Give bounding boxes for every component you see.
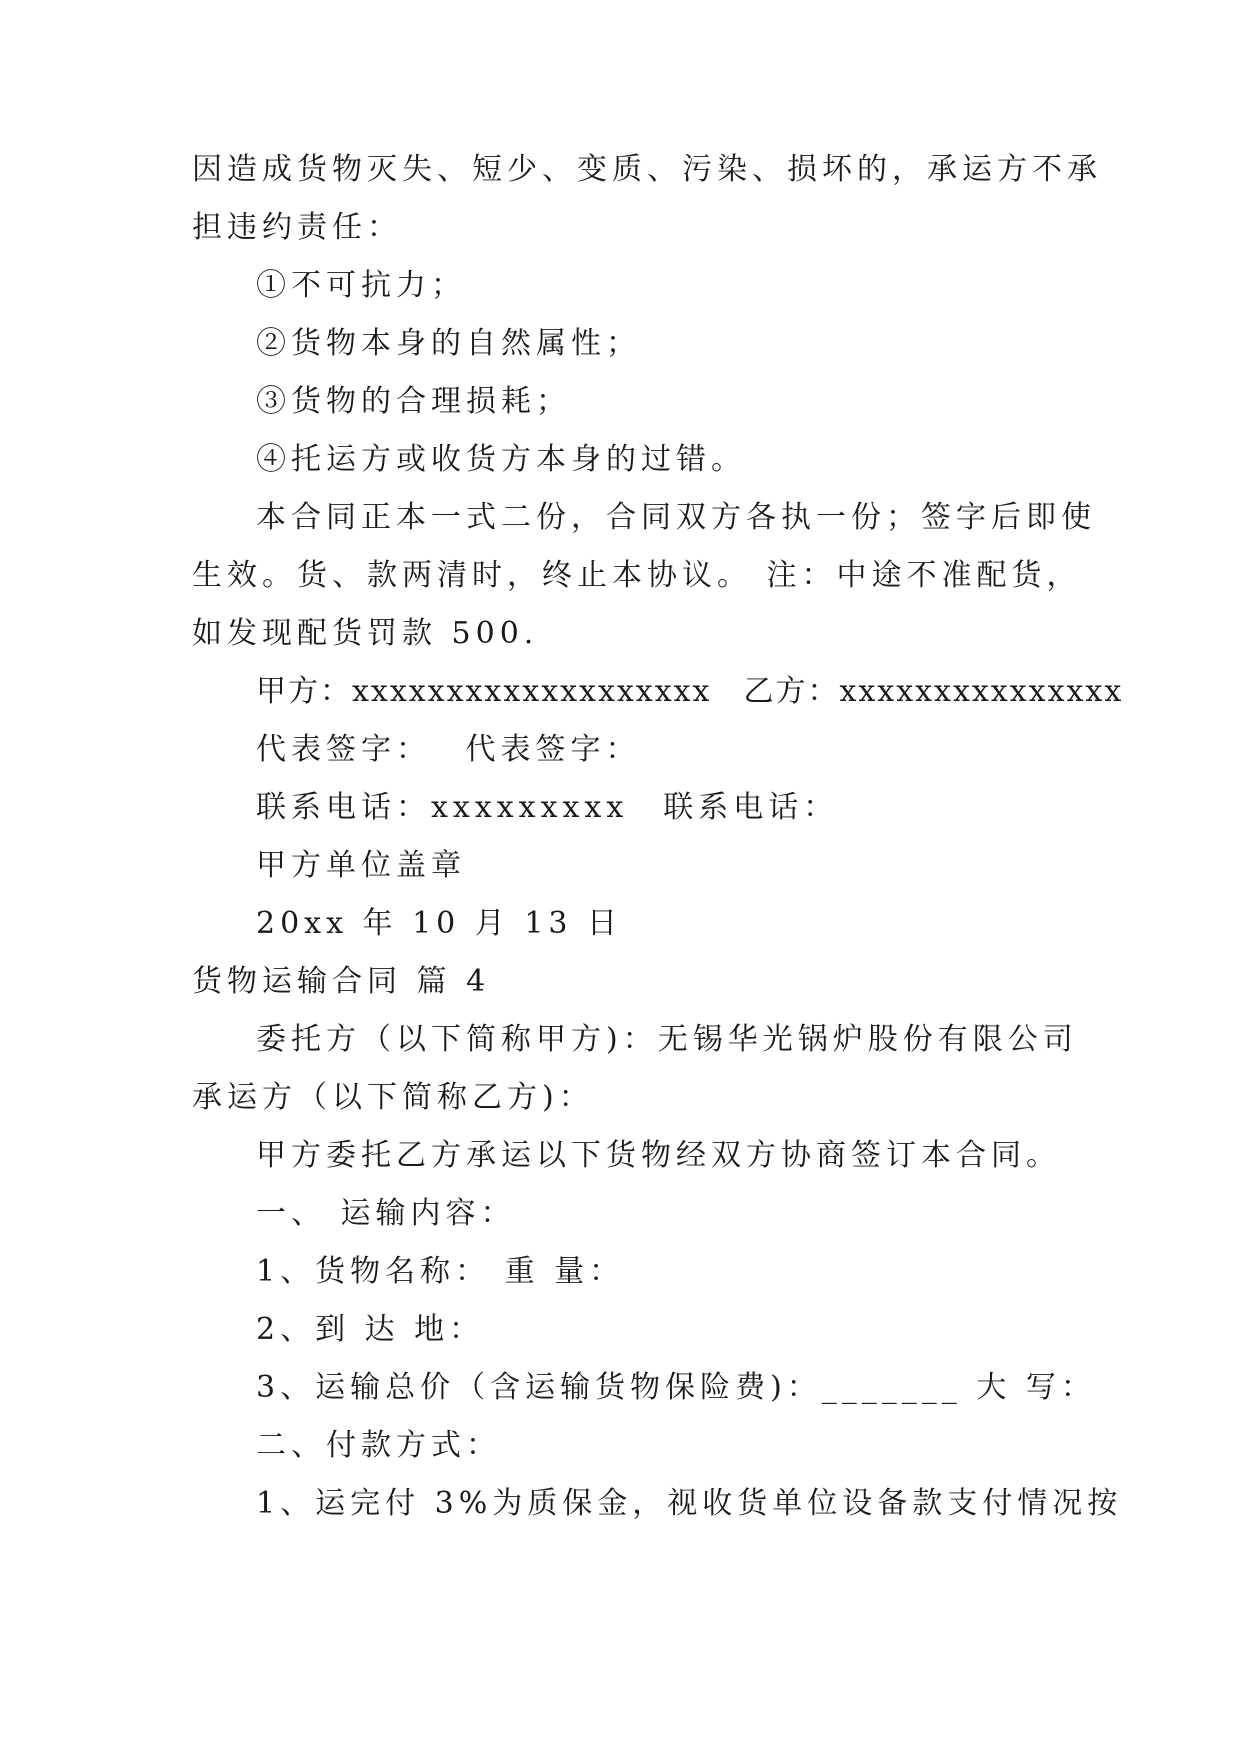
clause-item: 2、到 达 地： <box>256 1312 485 1347</box>
paragraph-line: 本合同正本一式二份，合同双方各执一份；签字后即使 <box>256 500 1096 535</box>
phone-line: 联系电话：xxxxxxxxx 联系电话： <box>256 790 839 825</box>
paragraph-line: 如发现配货罚款 500. <box>192 616 539 651</box>
signature-line: 代表签字： 代表签字： <box>256 732 641 767</box>
clause-heading: 一、 运输内容： <box>256 1196 516 1231</box>
list-item: ①不可抗力； <box>256 268 466 303</box>
paragraph-line: 甲方委托乙方承运以下货物经双方协商签订本合同。 <box>256 1138 1061 1173</box>
clause-heading: 二、付款方式： <box>256 1428 501 1463</box>
paragraph-line: 委托方（以下简称甲方)：无锡华光锅炉股份有限公司 <box>256 1022 1078 1057</box>
paragraph-line: 因造成货物灭失、短少、变质、污染、损坏的，承运方不承 <box>192 152 1102 187</box>
paragraph-line: 生效。货、款两清时，终止本协议。 注：中途不准配货， <box>192 558 1082 593</box>
date-line: 20xx 年 10 月 13 日 <box>256 906 623 941</box>
list-item: ②货物本身的自然属性； <box>256 326 641 361</box>
paragraph-line: 承运方（以下简称乙方)： <box>192 1080 594 1115</box>
list-item: ④托运方或收货方本身的过错。 <box>256 442 746 477</box>
party-line: 甲方：xxxxxxxxxxxxxxxxxxx 乙方：xxxxxxxxxxxxxxx <box>256 674 1124 709</box>
clause-item: 1、货物名称： 重 量： <box>256 1254 625 1289</box>
section-title: 货物运输合同 篇 4 <box>192 964 491 999</box>
paragraph-line: 担违约责任： <box>192 210 402 245</box>
seal-line: 甲方单位盖章 <box>256 848 466 883</box>
clause-item: 3、运输总价（含运输货物保险费)：_______ 大 写： <box>256 1370 1096 1405</box>
list-item: ③货物的合理损耗； <box>256 384 571 419</box>
clause-item: 1、运完付 3%为质保金，视收货单位设备款支付情况按 <box>256 1486 1123 1521</box>
